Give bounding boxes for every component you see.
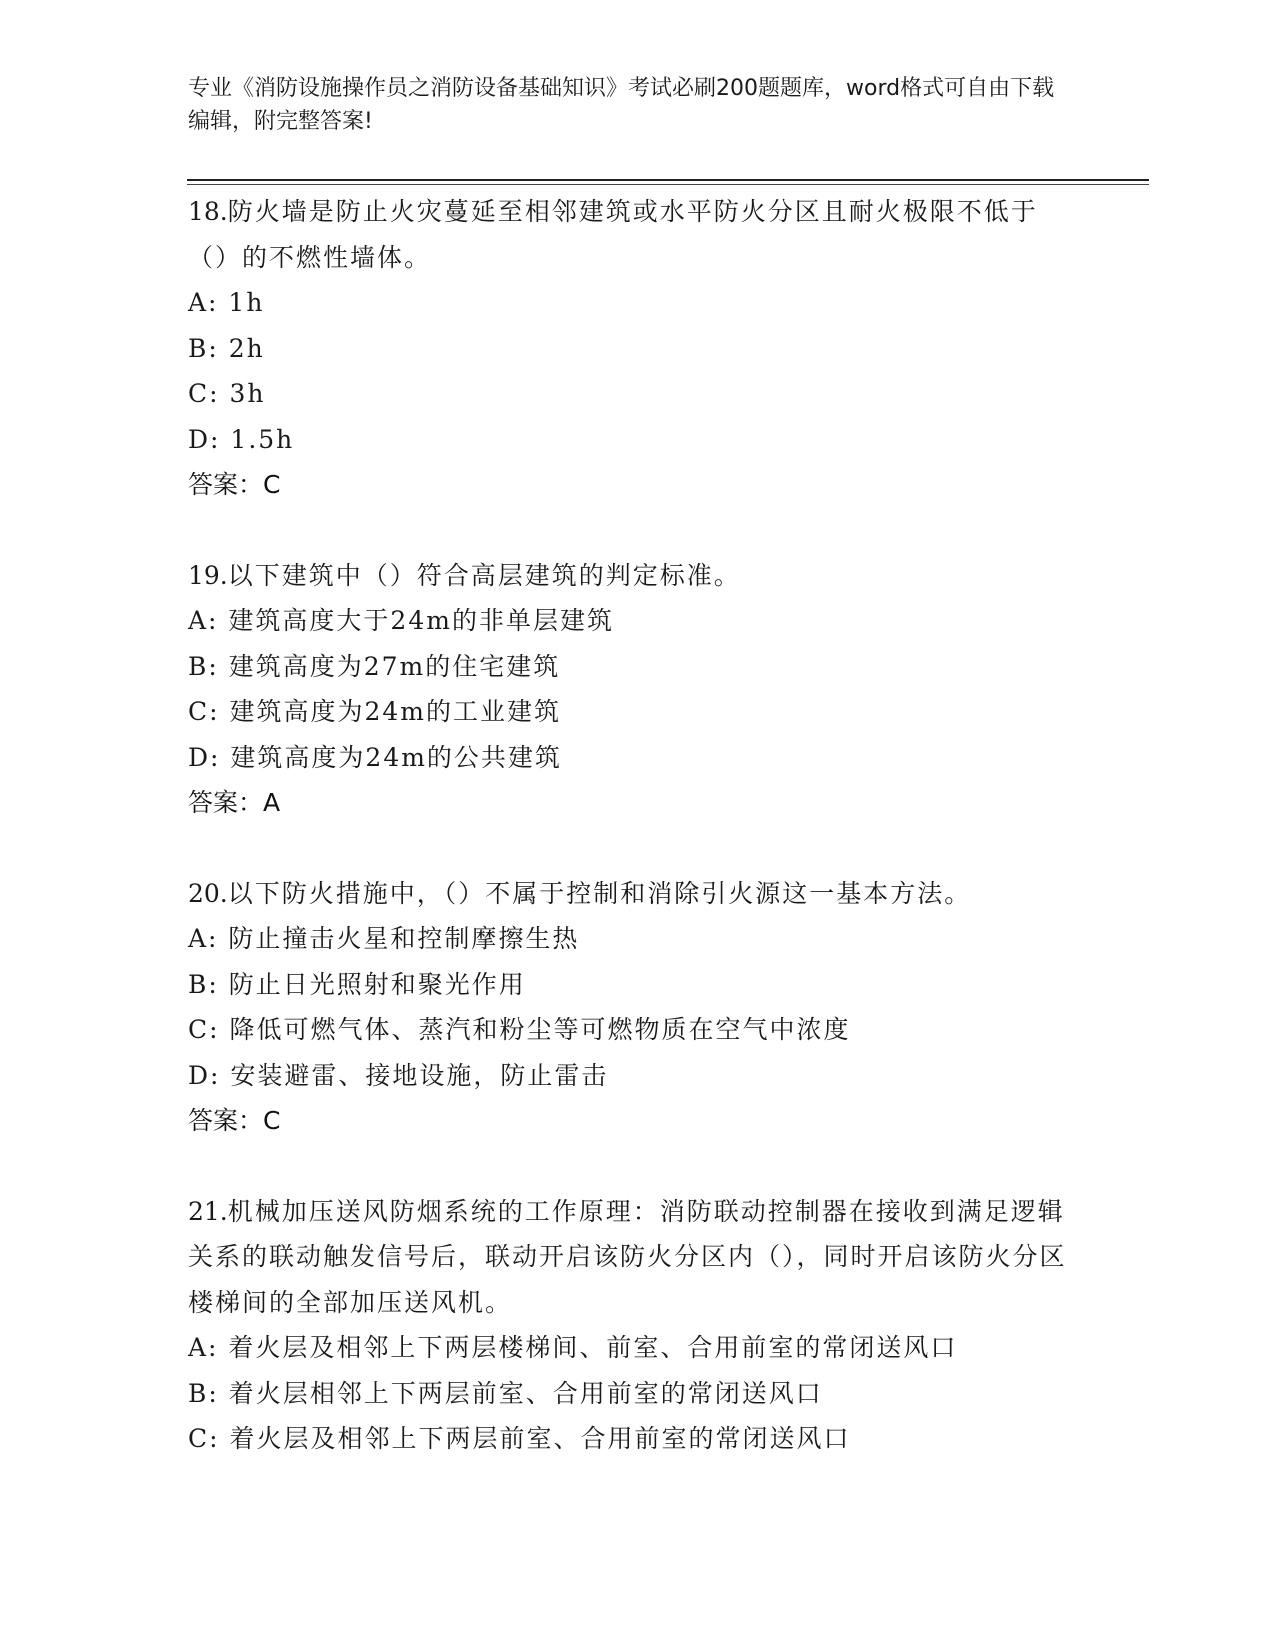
option-b: B: 2h (188, 333, 265, 363)
option-a: A: 着火层及相邻上下两层楼梯间、前室、合用前室的常闭送风口 (188, 1333, 958, 1362)
question-text: 机械加压送风防烟系统的工作原理：消防联动控制器在接收到满足逻辑关系的联动触发信号后，联动开启该防火分区内（），同时开启该防火分区楼梯间的全部加压送风机。 (188, 1196, 1067, 1317)
question-stem (188, 553, 1078, 599)
header-divider-thick (187, 179, 1149, 181)
option-b: B: 建筑高度为27m的住宅建筑 (188, 651, 561, 681)
option-c: C: 3h (188, 379, 266, 408)
option-d: D: 1.5h (188, 424, 295, 454)
question-number: 18. (188, 197, 228, 226)
option-b: B: 着火层相邻上下两层前室、合用前室的常闭送风口 (188, 1378, 823, 1408)
option-a: A: 1h (188, 288, 265, 317)
option-a: A: 建筑高度大于24m的非单层建筑 (188, 606, 614, 635)
question-spacer (188, 1144, 1088, 1189)
question-text: 防火墙是防止火灾蔓延至相邻建筑或水平防火分区且耐火极限不低于（）的不燃性墙体。 (188, 197, 1038, 272)
question-stem (188, 1189, 1078, 1326)
question-18 (188, 189, 1088, 508)
answer-line: 答案：A (188, 788, 281, 817)
header-divider-thin (187, 184, 1149, 185)
question-text: 以下防火措施中，（）不属于控制和消除引火源这一基本方法。 (227, 878, 972, 908)
option-a: A: 防止撞击火星和控制摩擦生热 (188, 924, 580, 953)
option-c: C: 着火层及相邻上下两层前室、合用前室的常闭送风口 (188, 1424, 851, 1453)
option-c: C: 建筑高度为24m的工业建筑 (188, 697, 562, 726)
question-list (188, 189, 1088, 1462)
question-text: 以下建筑中（）符合高层建筑的判定标准。 (227, 560, 741, 590)
question-20 (188, 871, 1088, 1144)
option-d: D: 安装避雷、接地设施，防止雷击 (188, 1060, 609, 1090)
question-stem (188, 189, 1078, 280)
question-spacer (188, 508, 1088, 553)
question-number: 19. (188, 560, 228, 590)
option-b: B: 防止日光照射和聚光作用 (188, 969, 526, 999)
option-c: C: 降低可燃气体、蒸汽和粉尘等可燃物质在空气中浓度 (188, 1015, 851, 1044)
question-number: 21. (188, 1196, 228, 1226)
question-21 (188, 1189, 1088, 1462)
question-spacer (188, 826, 1088, 871)
question-number: 20. (188, 878, 228, 908)
question-19 (188, 553, 1088, 826)
answer-line: 答案：C (188, 1106, 281, 1135)
answer-line: 答案：C (188, 470, 281, 499)
option-d: D: 建筑高度为24m的公共建筑 (188, 742, 562, 772)
document-header: 专业《消防设施操作员之消防设备基础知识》考试必刷200题题库，word格式可自由下载编辑，附完整答案! (188, 76, 1055, 134)
question-stem (188, 871, 1078, 917)
